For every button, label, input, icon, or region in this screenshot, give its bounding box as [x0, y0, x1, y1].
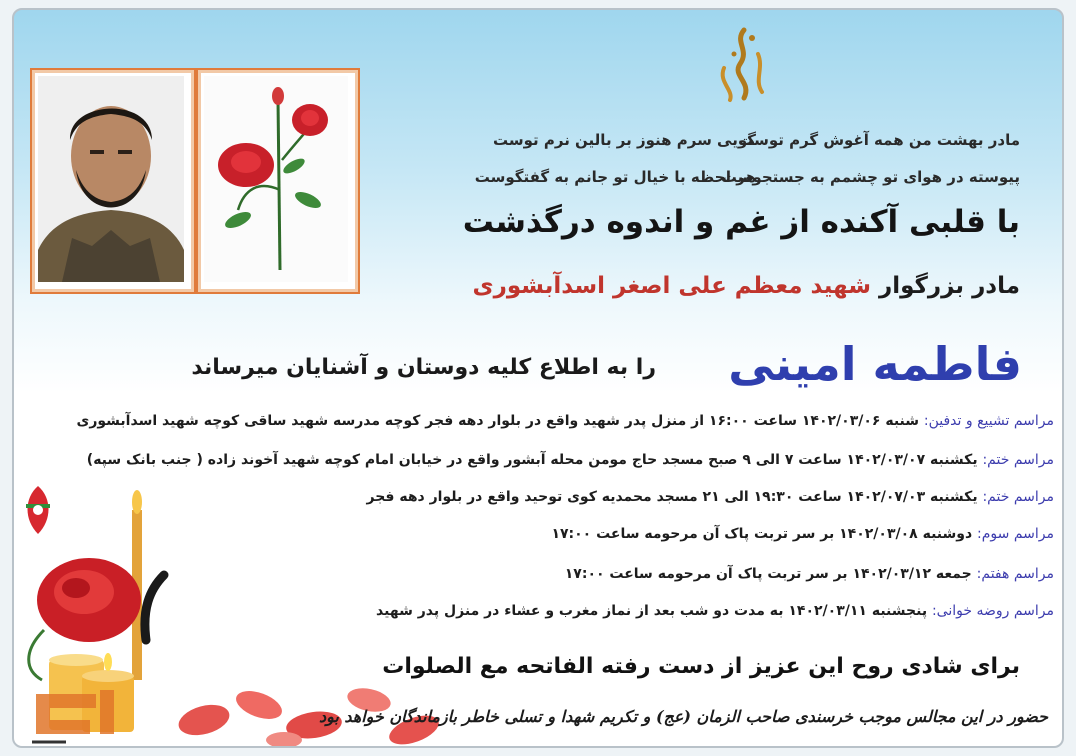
ceremony-label: مراسم هفتم: [976, 566, 1054, 582]
subtitle [473, 273, 1020, 299]
poem-line-1-left: گویی سرم هنوز بر بالین نرم توست [492, 131, 756, 149]
ceremony-row [551, 526, 1054, 542]
ceremony-text: شنبه ۱۴۰۲/۰۳/۰۶ ساعت ۱۶:۰۰ از منزل پدر شهید واقع در بلوار دهه فجر کوچه مدرسه شهید ساقی کوچه شهید اسدآبشوری [76, 413, 920, 429]
deceased-name: فاطمه امینی [728, 337, 1022, 391]
subtitle-prefix: مادر بزرگوار [878, 273, 1020, 299]
ceremony-label: مراسم ختم: [982, 489, 1054, 505]
ceremony-label: مراسم روضه خوانی: [931, 603, 1054, 619]
ceremony-text: یکشنبه ۱۴۰۲/۰۳/۰۷ ساعت ۷ الی ۹ صبح مسجد حاج مومن محله آبشور واقع در خیابان امام کوچه شهید آخوند زاده ( جنب بانک سپه) [86, 452, 978, 468]
ceremony-label: مراسم ختم: [982, 452, 1054, 468]
rose-image [196, 68, 360, 294]
ceremony-label: مراسم سوم: [977, 526, 1054, 542]
portrait-image [32, 70, 190, 288]
ceremony-text: یکشنبه ۱۴۰۲/۰۷/۰۳ ساعت ۱۹:۳۰ الی ۲۱ مسجد محمدیه کوی توحید واقع در بلوار دهه فجر [366, 489, 978, 505]
ceremony-text: دوشنبه ۱۴۰۲/۰۳/۰۸ بر سر تربت پاک آن مرحومه ساعت ۱۷:۰۰ [551, 526, 973, 542]
ceremony-row [87, 452, 1054, 468]
ceremony-row [376, 603, 1054, 619]
martyr-name: شهید معظم علی اصغر اسدآبشوری [472, 273, 871, 299]
navid-shahed-watermark-logo [26, 674, 118, 748]
fatiha-text: برای شادی روح این عزیز از دست رفته الفاتحه مع الصلوات [382, 654, 1020, 679]
ceremony-row [77, 413, 1054, 429]
ceremony-row [565, 566, 1054, 582]
obituary-card [12, 8, 1064, 748]
martyr-portrait [30, 68, 196, 294]
ceremony-text: جمعه ۱۴۰۲/۰۳/۱۲ بر سر تربت پاک آن مرحومه ساعت ۱۷:۰۰ [564, 566, 972, 582]
rose-icon [198, 70, 354, 288]
ceremony-row [367, 489, 1055, 505]
page-title: با قلبی آکنده از غم و اندوه درگذشت [462, 204, 1020, 240]
poem-line-1-right: مادر بهشت من همه آغوش گرم توست [738, 131, 1020, 149]
ceremony-text: پنجشنبه ۱۴۰۲/۰۳/۱۱ به مدت دو شب بعد از نماز مغرب و عشاء در منزل پدر شهید [376, 603, 928, 619]
footer-text: حضور در این مجالس موجب خرسندی صاحب الزمان (عج) و تکریم شهدا و تسلی خاطر بازماندگان خواهد بود [318, 707, 1048, 726]
announcement-text: را به اطلاع کلیه دوستان و آشنایان میرساند [191, 355, 656, 380]
poem-line-2-right: پیوسته در هوای تو چشمم به جستجوست [721, 168, 1020, 186]
emblem-icon [16, 480, 60, 540]
ceremony-label: مراسم تشییع و تدفین: [923, 413, 1054, 429]
poem-line-2-left: هر لحظه با خیال تو جانم به گفتگوست [474, 168, 756, 186]
calligraphy-logo [704, 24, 774, 104]
